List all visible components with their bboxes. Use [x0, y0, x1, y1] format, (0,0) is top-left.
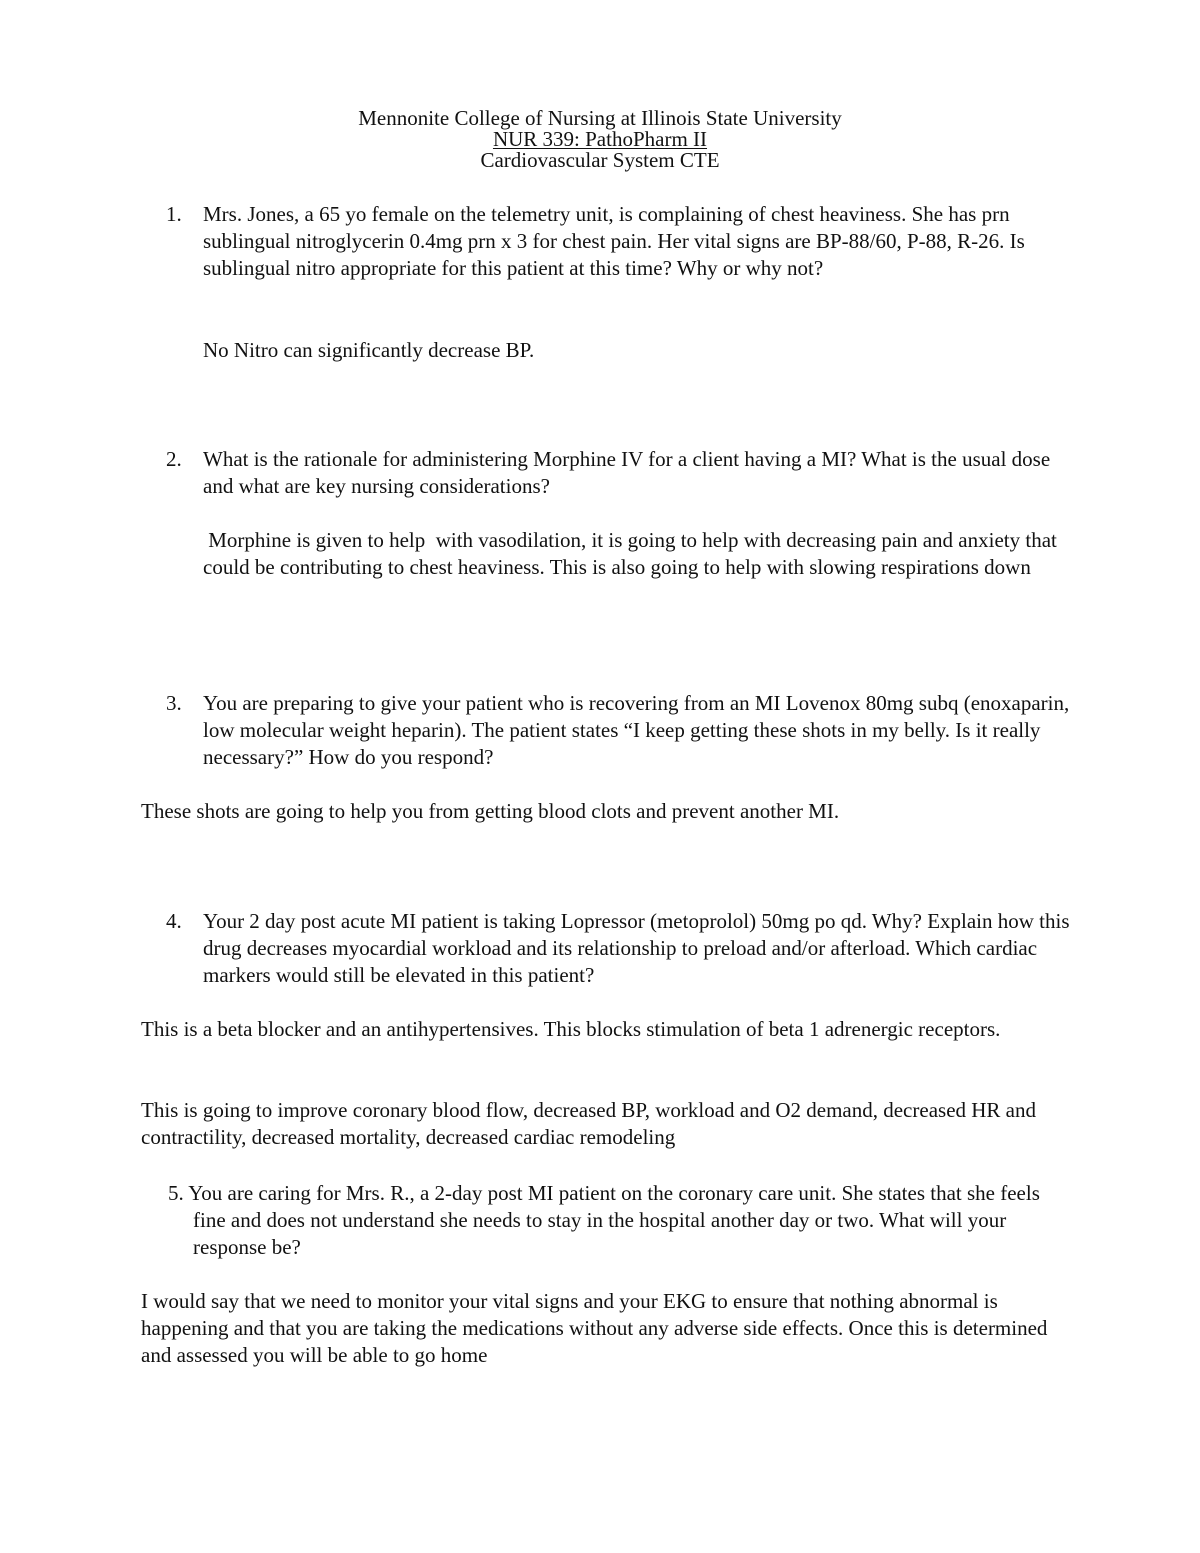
document-header — [0, 108, 1200, 171]
question-3-number: 3. — [166, 691, 182, 715]
question-5 — [168, 1180, 1068, 1261]
question-4-number: 4. — [166, 909, 182, 933]
answer-2: Morphine is given to help with vasodilation, it is going to help with decreasing pain and anxiety that could be contributing to chest heaviness. This is also going to help with slowing respirations down — [203, 528, 1063, 579]
question-5-text: You are caring for Mrs. R., a 2-day post MI patient on the coronary care unit. She states that she feels fine and does not understand she needs to stay in the hospital another day or two. What will your response be? — [188, 1181, 1040, 1259]
answer-3: These shots are going to help you from getting blood clots and prevent another MI. — [141, 799, 840, 823]
question-1-number: 1. — [166, 202, 182, 226]
question-3-text: You are preparing to give your patient who is recovering from an MI Lovenox 80mg subq (enoxaparin, low molecular weight heparin). The patient states “I keep getting these shots in my belly. Is it really necessary?” How do you respond? — [203, 691, 1070, 769]
question-2-text: What is the rationale for administering Morphine IV for a client having a MI? What is the usual dose and what are key nursing considerations? — [203, 447, 1051, 498]
course-title-text: NUR 339: PathoPharm II — [492, 127, 708, 151]
topic-title: Cardiovascular System CTE — [480, 148, 720, 172]
answer-5: I would say that we need to monitor your vital signs and your EKG to ensure that nothing abnormal is happening and that you are taking the medications without any adverse side effects. Once this is determined and assessed you will be able to go home — [141, 1289, 1048, 1367]
answer-4-part-2: This is going to improve coronary blood flow, decreased BP, workload and O2 demand, decreased HR and contractility, decreased mortality, decreased cardiac remodeling — [141, 1098, 1037, 1149]
answer-4-part-1: This is a beta blocker and an antihypertensives. This blocks stimulation of beta 1 adrenergic receptors. — [141, 1017, 1001, 1041]
question-4-text: Your 2 day post acute MI patient is taking Lopressor (metoprolol) 50mg po qd. Why? Explain how this drug decreases myocardial workload and its relationship to preload and/or afterload. Which cardiac markers would still be elevated in this patient? — [203, 909, 1070, 987]
answer-1: No Nitro can significantly decrease BP. — [203, 338, 535, 362]
question-1-text: Mrs. Jones, a 65 yo female on the telemetry unit, is complaining of chest heaviness. She has prn sublingual nitroglycerin 0.4mg prn x 3 for chest pain. Her vital signs are BP-88/60, P-88, R-26. Is sublingual nitro appropriate for this patient at this time? Why or why not? — [203, 202, 1025, 280]
institution-title: Mennonite College of Nursing at Illinois State University — [358, 106, 842, 130]
question-2-number: 2. — [166, 447, 182, 471]
course-title — [0, 129, 1200, 150]
question-5-number: 5. — [168, 1181, 184, 1205]
